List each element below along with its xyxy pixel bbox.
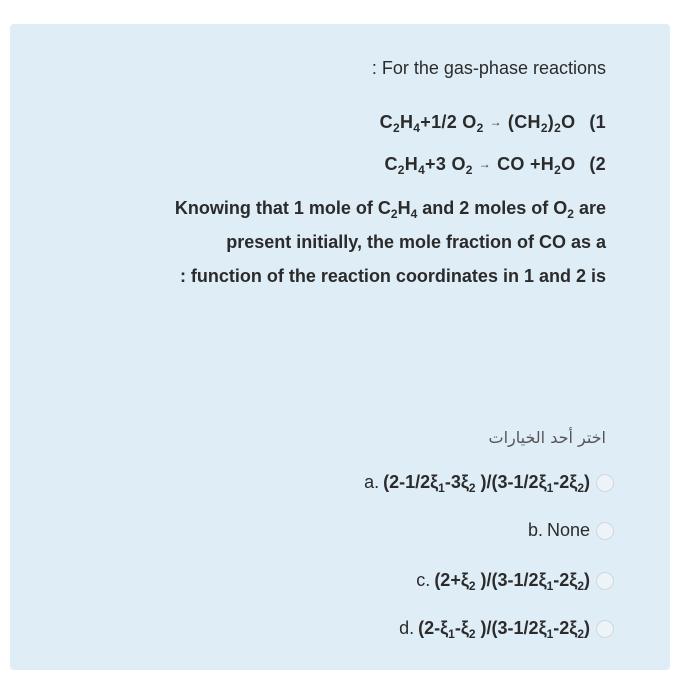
option-letter: a. [364, 472, 380, 492]
arrow-icon: → [489, 115, 502, 129]
r1-sub: 2 [476, 121, 484, 135]
option-d-radio[interactable] [596, 620, 614, 638]
opt-part: -2ξ [553, 472, 578, 492]
q-sub: 2 [390, 207, 398, 221]
r1-sub: 2 [392, 121, 400, 135]
q-text: H [397, 198, 411, 218]
reaction-number: (2 [589, 154, 606, 174]
opt-part: -2ξ [553, 570, 578, 590]
option-letter: b. [527, 520, 543, 540]
option-text: None [546, 520, 590, 540]
reaction-1 [380, 112, 606, 133]
opt-part: ) [584, 618, 590, 638]
opt-sub: 2 [577, 579, 584, 593]
q-text: and 2 moles of O [417, 198, 568, 218]
reaction-2 [384, 154, 606, 175]
r1-part: C [379, 112, 393, 132]
opt-part: (2+ξ [434, 570, 469, 590]
opt-part: (2-ξ [418, 618, 449, 638]
option-d[interactable] [399, 618, 614, 639]
opt-part: ) [584, 570, 590, 590]
opt-part: )/(3-1/2ξ [475, 472, 547, 492]
option-letter: d. [399, 618, 415, 638]
option-text [383, 472, 590, 493]
option-text [418, 618, 590, 639]
r2-part: C [384, 154, 398, 174]
question-line-1 [175, 198, 606, 219]
option-c[interactable] [416, 570, 614, 591]
arrow-icon: → [478, 157, 492, 171]
question-intro: : For the gas-phase reactions [371, 58, 606, 78]
r1-part: ) [547, 112, 555, 132]
opt-part: -2ξ [553, 618, 578, 638]
question-card [10, 24, 670, 670]
opt-sub: 2 [468, 627, 476, 641]
r2-sub: 2 [465, 163, 473, 177]
opt-sub: 2 [577, 627, 584, 641]
opt-part: -ξ [454, 618, 469, 638]
opt-sub: 2 [468, 481, 476, 495]
opt-sub: 2 [577, 481, 584, 495]
r1-sub: 2 [554, 121, 562, 135]
question-line-2: present initially, the mole fraction of CO as a [226, 232, 606, 252]
option-c-radio[interactable] [596, 572, 614, 590]
r2-part: O [561, 154, 576, 174]
r2-sub: 2 [397, 163, 405, 177]
opt-part: )/(3-1/2ξ [475, 618, 547, 638]
question-line-3: : function of the reaction coordinates in 1 and 2 is [179, 266, 606, 286]
opt-part: -3ξ [444, 472, 469, 492]
r1-part: O [561, 112, 576, 132]
r2-sub: 2 [554, 163, 562, 177]
reaction-number: (1 [589, 112, 606, 132]
r1-sub: 2 [540, 121, 548, 135]
opt-sub: 1 [546, 481, 554, 495]
q-text: Knowing that 1 mole of C [174, 198, 391, 218]
r2-part: +3 O [425, 154, 466, 174]
q-text: are [573, 198, 606, 218]
q-sub: 2 [567, 207, 574, 221]
option-a[interactable] [364, 472, 614, 493]
option-b-radio[interactable] [596, 522, 614, 540]
option-b[interactable] [528, 520, 614, 541]
choose-option-prompt: اختر أحد الخيارات [488, 428, 606, 447]
opt-sub: 2 [468, 579, 476, 593]
opt-sub: 1 [448, 627, 455, 641]
r1-part: (CH [507, 112, 541, 132]
opt-part: ) [584, 472, 590, 492]
r2-part: CO +H [497, 154, 555, 174]
option-letter: c. [416, 570, 431, 590]
r1-part: +1/2 O [420, 112, 477, 132]
option-text [434, 570, 590, 591]
opt-sub: 1 [546, 579, 554, 593]
opt-sub: 1 [438, 481, 445, 495]
opt-part: (2-1/2ξ [383, 472, 439, 492]
r1-sub: 4 [413, 121, 421, 135]
option-a-radio[interactable] [596, 474, 614, 492]
r2-sub: 4 [418, 163, 426, 177]
r2-part: H [404, 154, 419, 174]
r1-part: H [399, 112, 414, 132]
opt-sub: 1 [546, 627, 554, 641]
opt-part: )/(3-1/2ξ [475, 570, 547, 590]
q-sub: 4 [410, 207, 418, 221]
